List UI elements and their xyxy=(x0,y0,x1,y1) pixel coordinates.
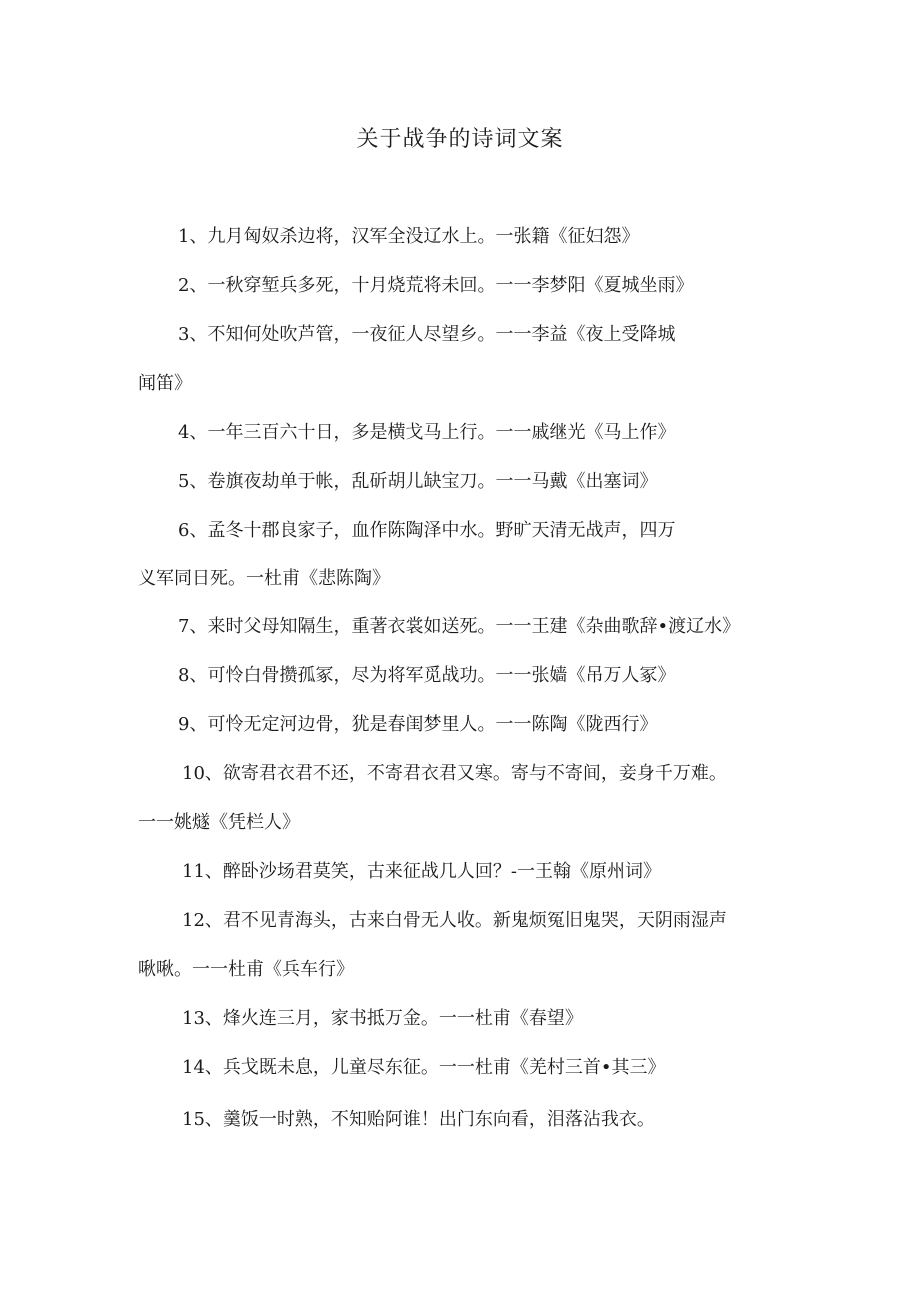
poem-line-2: 2、一秋穿堑兵多死，十月烧荒将未回。一一李梦阳《夏城坐雨》 xyxy=(178,275,694,296)
poem-line-13: 13、烽火连三月，家书抵万金。一一杜甫《春望》 xyxy=(182,1008,583,1029)
poem-line-4: 4、一年三百六十日，多是横戈马上行。一一戚继光《马上作》 xyxy=(178,422,676,443)
poem-line-15: 15、羹饭一时熟，不知贻阿谁！出门东向看，泪落沾我衣。 xyxy=(182,1109,655,1130)
poem-line-1: 1、九月匈奴杀边将，汉军全没辽水上。一张籍《征妇怨》 xyxy=(178,226,640,247)
poem-line-6: 6、孟冬十郡良家子，血作陈陶泽中水。野旷天清无战声，四万 xyxy=(178,520,676,541)
poem-line-5: 5、卷旗夜劫单于帐，乱斫胡儿缺宝刀。一一马戴《出塞词》 xyxy=(178,471,658,492)
page-title: 关于战争的诗词文案 xyxy=(356,127,564,152)
poem-line-6-cont: 义军同日死。一杜甫《悲陈陶》 xyxy=(138,568,390,589)
poem-line-12-cont: 啾啾。一一杜甫《兵车行》 xyxy=(138,959,354,980)
poem-line-7: 7、来时父母知隔生，重著衣裳如送死。一一王建《杂曲歌辞•渡辽水》 xyxy=(178,616,741,637)
poem-line-9: 9、可怜无定河边骨，犹是春闺梦里人。一一陈陶《陇西行》 xyxy=(178,714,658,735)
poem-line-3-cont: 闻笛》 xyxy=(138,373,192,394)
poem-line-12: 12、君不见青海头，古来白骨无人收。新鬼烦冤旧鬼哭，天阴雨湿声 xyxy=(182,910,727,931)
poem-line-10-cont: 一一姚燧《凭栏人》 xyxy=(138,812,300,833)
poem-line-14: 14、兵戈既未息，儿童尽东征。一一杜甫《羌村三首•其三》 xyxy=(182,1057,666,1078)
poem-line-10: 10、欲寄君衣君不还，不寄君衣君又寒。寄与不寄间，妾身千万难。 xyxy=(182,763,727,784)
poem-line-3: 3、不知何处吹芦管，一夜征人尽望乡。一一李益《夜上受降城 xyxy=(178,324,676,345)
poem-line-11: 11、醉卧沙场君莫笑，古来征战几人回？-一王翰《原州词》 xyxy=(182,861,661,882)
poem-line-8: 8、可怜白骨攒孤冢，尽为将军觅战功。一一张嫱《吊万人冢》 xyxy=(178,665,676,686)
